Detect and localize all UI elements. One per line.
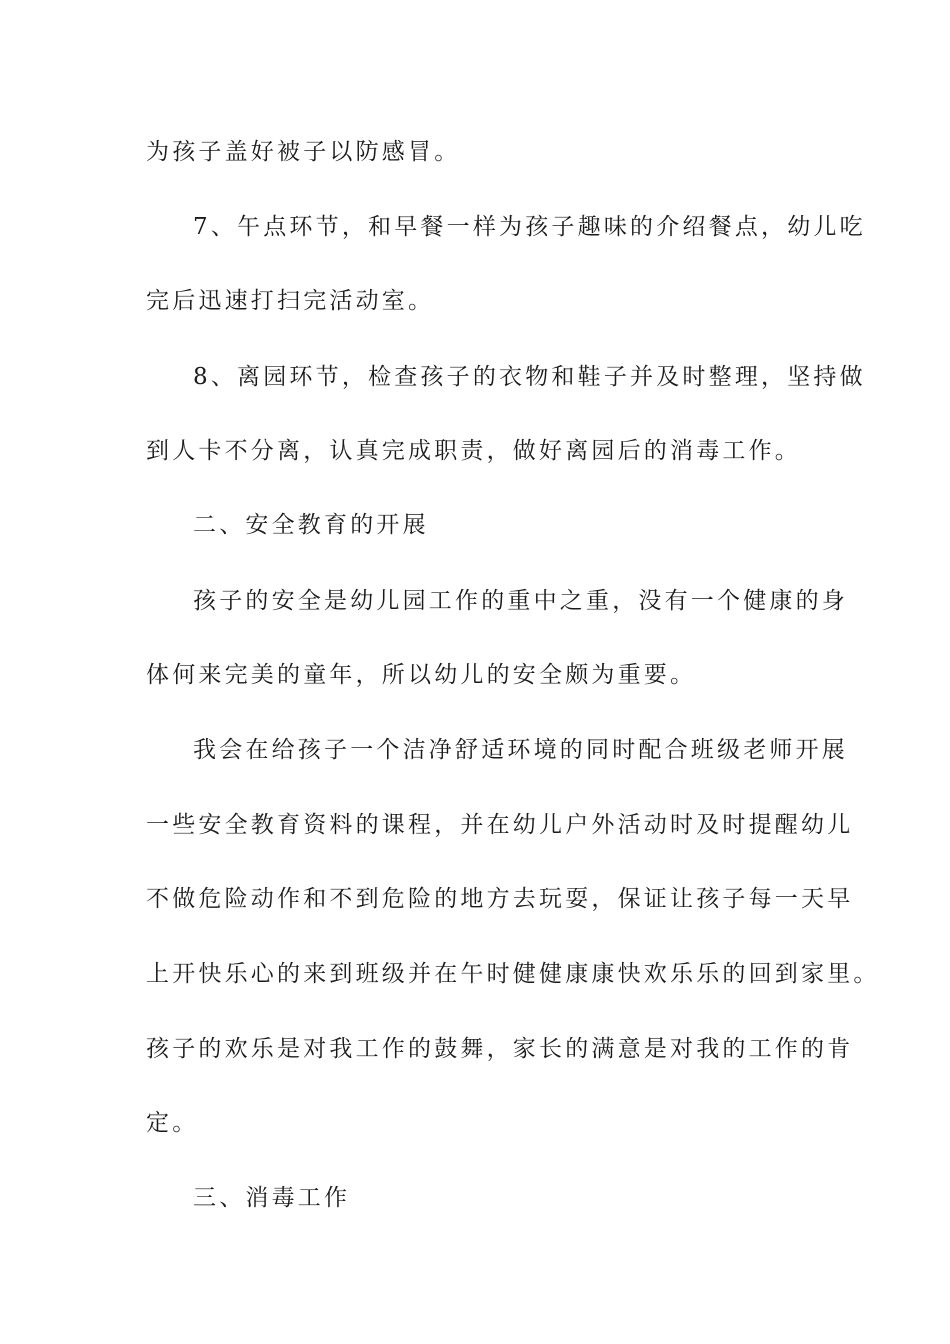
section-heading: 三、消毒工作 xyxy=(193,1185,351,1211)
paragraph-line: 孩子的欢乐是对我工作的鼓舞，家长的满意是对我的工作的肯 xyxy=(146,1036,854,1062)
paragraph-line: 完后迅速打扫完活动室。 xyxy=(146,288,435,314)
paragraph-line: 一些安全教育资料的课程，并在幼儿户外活动时及时提醒幼儿 xyxy=(146,812,854,838)
paragraph-line: 8、离园环节，检查孩子的衣物和鞋子并及时整理，坚持做 xyxy=(193,364,866,390)
section-heading: 二、安全教育的开展 xyxy=(193,512,429,538)
paragraph-line: 上开快乐心的来到班级并在午时健健康康快欢乐乐的回到家里。 xyxy=(146,961,880,987)
paragraph-line: 7、午点环节，和早餐一样为孩子趣味的介绍餐点，幼儿吃 xyxy=(193,214,866,240)
paragraph-line: 到人卡不分离，认真完成职责，做好离园后的消毒工作。 xyxy=(146,438,801,464)
paragraph-line: 为孩子盖好被子以防感冒。 xyxy=(146,139,461,165)
paragraph-line: 我会在给孩子一个洁净舒适环境的同时配合班级老师开展 xyxy=(193,737,848,763)
paragraph-line: 定。 xyxy=(146,1110,199,1136)
paragraph-line: 体何来完美的童年，所以幼儿的安全颇为重要。 xyxy=(146,662,697,688)
paragraph-line: 孩子的安全是幼儿园工作的重中之重，没有一个健康的身 xyxy=(193,588,848,614)
paragraph-line: 不做危险动作和不到危险的地方去玩耍，保证让孩子每一天早 xyxy=(146,886,854,912)
